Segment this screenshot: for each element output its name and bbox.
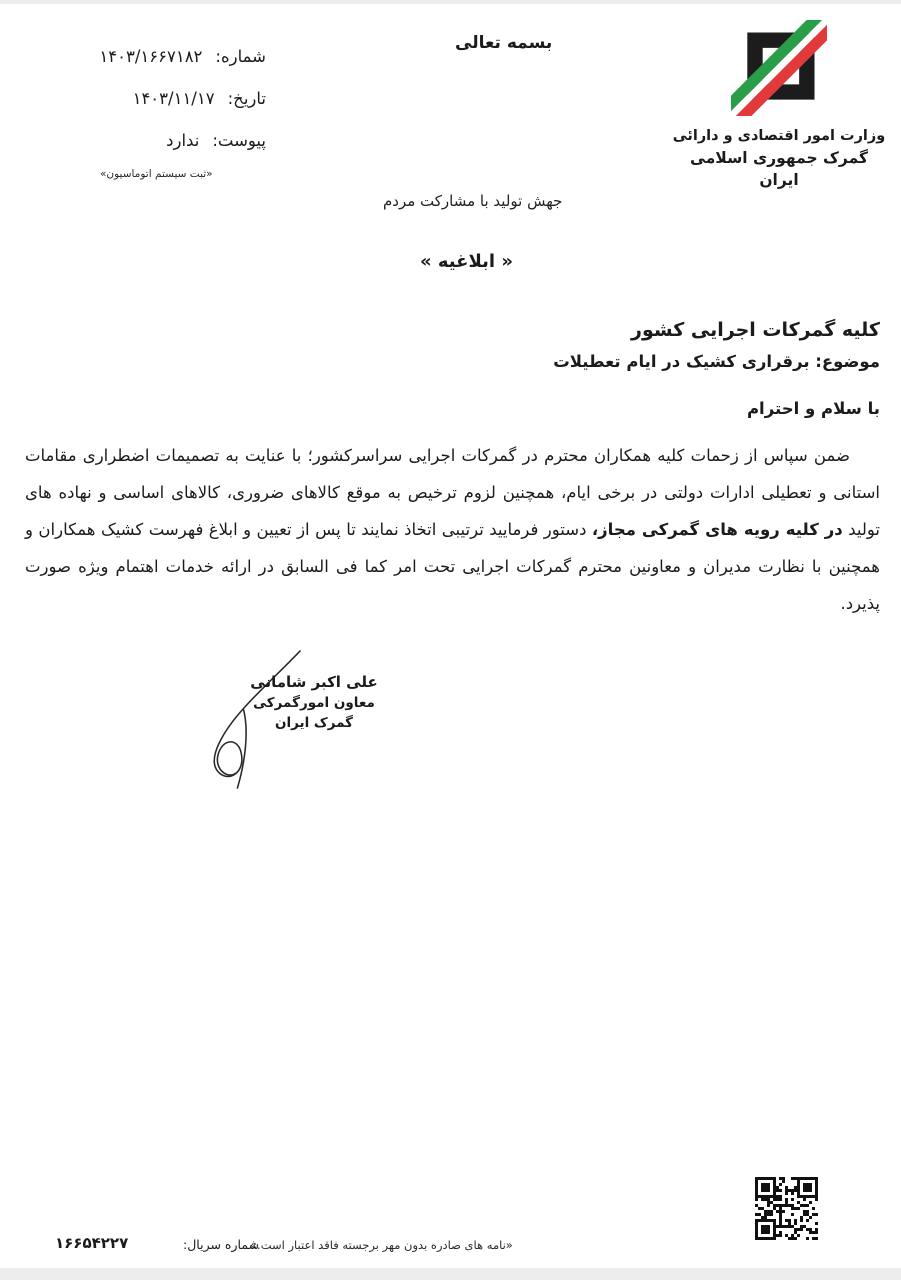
letter-meta-block	[28, 45, 266, 171]
scan-edge-top	[0, 0, 901, 4]
ministry-name: وزارت امور اقتصادی و دارائی	[672, 128, 886, 144]
letter-date-label: تاریخ:	[227, 89, 266, 108]
notice-title: « ابلاغیه »	[420, 251, 513, 272]
serial-number-value: ۱۶۶۵۴۲۲۷	[55, 1234, 129, 1252]
organization-name: گمرک جمهوری اسلامی ایران	[690, 149, 868, 189]
letter-body-text-tail: دستور فرمایید ترتیبی اتخاذ نمایند تا پس از تعیین و ابلاغ فهرست کشیک همکاران و همچنین با نظارت مدیران و معاونین محترم گمرکات اجرایی تحت امر کما فی السابق در ارائه خدمات اهتمام ویژه صورت پذیرد.	[25, 520, 880, 613]
letter-attachment-label: پیوست:	[212, 131, 266, 150]
letter-body	[25, 437, 880, 622]
subject-line: موضوع: برقراری کشیک در ایام تعطیلات	[553, 352, 880, 371]
iran-customs-logo-icon	[731, 20, 827, 116]
addressee-line: کلیه گمرکات اجرایی کشور	[631, 319, 880, 341]
letter-date-value: ۱۴۰۳/۱۱/۱۷	[132, 89, 215, 108]
besmellah-heading: بسمه تعالی	[455, 33, 553, 53]
letter-date-row	[28, 87, 266, 111]
letter-body-text: ضمن سپاس از زحمات کلیه همکاران محترم در گمرکات اجرایی سراسرکشور؛ با عنایت به تصمیمات اضطراری مقامات استانی و تعطیلی ادارات دولتی در برخی ایام، همچنین لزوم ترخیص به موقع کالاهای ضروری، کالاهای اساسی و نهاده های تولید	[25, 446, 880, 539]
letter-number-label: شماره:	[215, 47, 266, 66]
year-slogan: جهش تولید با مشارکت مردم	[383, 192, 563, 210]
validity-note: «نامه های صادره بدون مهر برجسته فاقد اعتبار است.»	[250, 1238, 513, 1252]
serial-number-label: شماره سریال:	[183, 1237, 260, 1252]
letter-body-bold-segment: در کلیه رویه های گمرکی مجاز،	[591, 520, 843, 539]
scan-edge-bottom	[0, 1268, 901, 1280]
letter-attachment-row	[28, 129, 266, 153]
signer-name: علی اکبر شامانی	[250, 673, 378, 691]
salutation-line: با سلام و احترام	[746, 399, 880, 418]
qr-code	[755, 1177, 818, 1240]
signer-title: معاون امورگمرکی گمرک ایران	[253, 695, 375, 731]
letterhead-right	[669, 20, 889, 191]
letter-number-value: ۱۴۰۳/۱۶۶۷۱۸۲	[99, 47, 203, 66]
letter-attachment-value: ندارد	[166, 131, 200, 150]
automation-registration-note: «ثبت سیستم اتوماسیون»	[100, 168, 213, 180]
signature-block	[238, 672, 390, 733]
letter-number-row	[28, 45, 266, 69]
